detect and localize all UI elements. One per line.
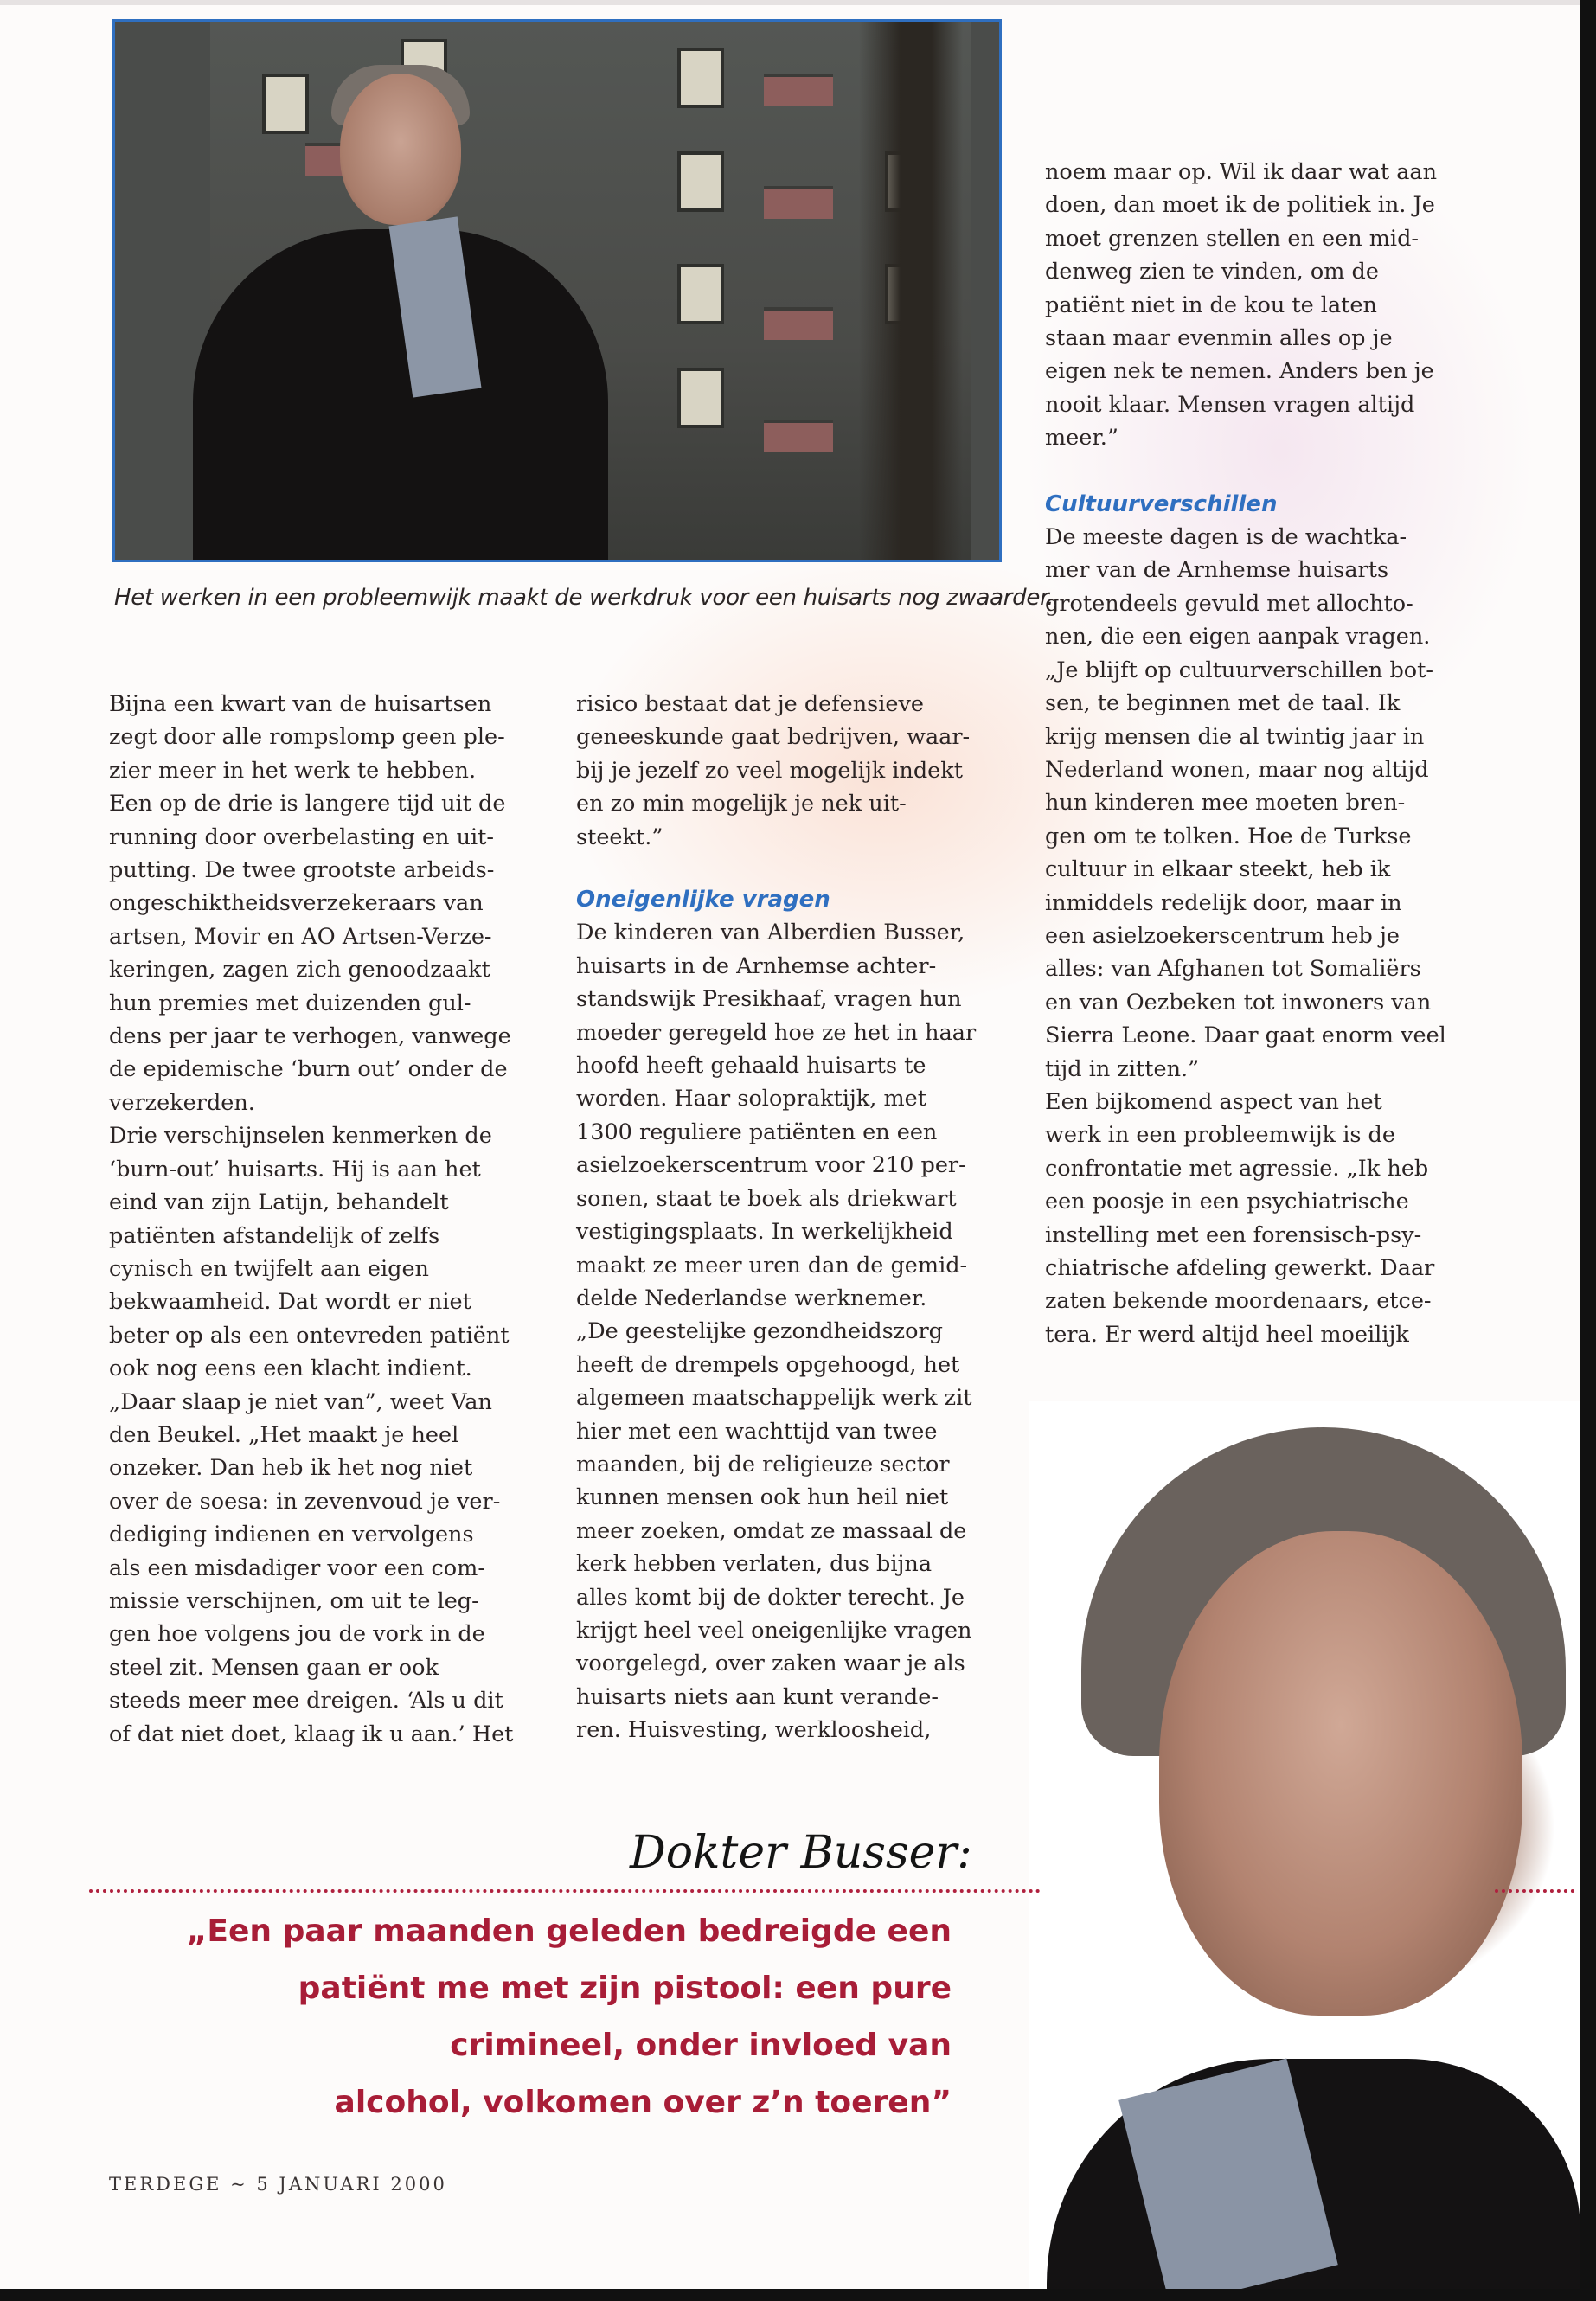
pull-quote-name: Dokter Busser: [630,1827,972,1879]
text-line: huisarts niets aan kunt verande- [576,1683,939,1710]
text-line: kunnen mensen ook hun heil niet [576,1484,949,1511]
text-line: worden. Haar solopraktijk, met [576,1086,926,1112]
balcony [764,420,833,452]
text-line: gen om te tolken. Hoe de Turkse [1045,823,1412,849]
balcony [764,186,833,219]
text-line: huisarts in de Arnhemse achter- [576,952,937,979]
text-line: algemeen maatschappelijk werk zit [576,1385,972,1412]
text-line: verzekerden. [109,1089,255,1116]
text-line: Een bijkomend aspect van het [1045,1088,1382,1115]
text-line: steel zit. Mensen gaan er ook [109,1654,439,1681]
tree-trunk [859,22,963,560]
text-line: den Beukel. „Het maakt je heel [109,1421,459,1448]
subheading-oneigenlijke-vragen: Oneigenlijke vragen [576,887,830,913]
text-line: zegt door alle rompslomp geen ple- [109,724,505,751]
text-line: meer zoeken, omdat ze massaal de [576,1517,967,1544]
text-line: tera. Er werd altijd heel moeilijk [1045,1321,1409,1348]
pull-quote-line: crimineel, onder invloed van [450,2028,952,2063]
scan-edge-top [0,0,1596,5]
text-line: nooit klaar. Mensen vragen altijd [1045,391,1415,418]
text-line: ongeschiktheidsverzekeraars van [109,890,484,917]
text-line: krijgt heel veel oneigenlijke vragen [576,1617,972,1644]
photo-caption: Het werken in een probleemwijk maakt de werkdruk voor een huisarts nog zwaarder. [114,585,1054,611]
text-line: hoofd heeft gehaald huisarts te [576,1053,926,1080]
text-line: missie verschijnen, om uit te leg- [109,1587,479,1614]
text-line: De kinderen van Alberdien Busser, [576,920,965,946]
text-line: staan maar evenmin alles op je [1045,325,1393,352]
text-line: cultuur in elkaar steekt, heb ik [1045,856,1391,883]
text-line: steekt.” [576,824,663,850]
text-line: artsen, Movir en AO Artsen-Verze- [109,923,492,950]
text-line: running door overbelasting en uit- [109,824,495,850]
window [677,368,724,428]
text-line: werk in een probleemwijk is de [1045,1122,1395,1149]
text-line: ren. Huisvesting, werkloosheid, [576,1717,932,1744]
pull-quote-line: „Een paar maanden geleden bedreigde een [186,1913,952,1949]
text-line: en zo min mogelijk je nek uit- [576,791,907,817]
text-line: gen hoe volgens jou de vork in de [109,1621,485,1648]
text-line: hun premies met duizenden gul- [109,990,471,1016]
text-line: delde Nederlandse werknemer. [576,1285,927,1311]
text-line: Een op de drie is langere tijd uit de [109,791,506,817]
column-3-body [1045,521,1495,1351]
text-line: als een misdadiger voor een com- [109,1554,485,1581]
text-line: geneeskunde gaat bedrijven, waar- [576,724,971,751]
text-line: standswijk Presikhaaf, vragen hun [576,986,962,1013]
page-footer: TERDEGE ~ 5 JANUARI 2000 [109,2174,447,2195]
text-line: een asielzoekerscentrum heb je [1045,922,1400,949]
text-line: over de soesa: in zevenvoud je ver- [109,1488,501,1515]
text-line: steeds meer mee dreigen. ‘Als u dit [109,1688,503,1715]
text-line: „De geestelijke gezondheidszorg [576,1318,943,1345]
text-line: doen, dan moet ik de politiek in. Je [1045,192,1435,219]
dotted-rule [1495,1889,1574,1893]
scan-edge-right [1580,0,1596,2301]
balcony [764,74,833,106]
text-line: zaten bekende moordenaars, etce- [1045,1288,1432,1315]
text-line: „Daar slaap je niet van”, weet Van [109,1388,492,1415]
text-line: Nederland wonen, maar nog altijd [1045,756,1429,783]
text-line: zier meer in het werk te hebben. [109,757,477,784]
text-line: een poosje in een psychiatrische [1045,1189,1409,1215]
text-line: maanden, bij de religieuze sector [576,1451,950,1477]
text-line: alles komt bij de dokter terecht. Je [576,1584,965,1611]
text-line: putting. De twee grootste arbeids- [109,857,495,884]
column-3-intro [1045,156,1495,455]
window [677,264,724,324]
text-line: beter op als een ontevreden patiënt [109,1322,510,1349]
text-line: eind van zijn Latijn, behandelt [109,1189,449,1216]
column-3 [1045,156,1495,1351]
text-line: alles: van Afghanen tot Somaliërs [1045,956,1421,983]
text-line: Bijna een kwart van de huisartsen [109,691,492,717]
text-line: krijg mensen die al twintig jaar in [1045,723,1425,750]
column-2 [576,688,1009,1747]
text-line: Sierra Leone. Daar gaat enorm veel [1045,1022,1446,1049]
text-line: of dat niet doet, klaag ik u aan.’ Het [109,1721,514,1747]
text-line: „Je blijft op cultuurverschillen bot- [1045,657,1433,683]
text-line: asielzoekerscentrum voor 210 per- [576,1152,966,1179]
top-photo [112,19,1002,562]
woman-portrait [193,56,608,562]
text-line: keringen, zagen zich genoodzaakt [109,957,490,984]
text-line: noem maar op. Wil ik daar wat aan [1045,159,1438,185]
text-line: onzeker. Dan heb ik het nog niet [109,1455,473,1482]
text-line: confrontatie met agressie. „Ik heb [1045,1155,1429,1182]
text-line: De meeste dagen is de wachtka- [1045,524,1407,551]
balcony [764,307,833,340]
bottom-portrait-photo [1029,1401,1580,2289]
face [1159,1531,1522,2016]
text-line: risico bestaat dat je defensieve [576,691,925,717]
text-line: Drie verschijnselen kenmerken de [109,1123,492,1150]
text-line: 1300 reguliere patiënten en een [576,1118,938,1145]
text-line: inmiddels redelijk door, maar in [1045,889,1402,916]
window [677,48,724,108]
column-2-intro [576,688,1009,854]
dotted-rule [89,1889,1041,1893]
text-line: nen, die een eigen aanpak vragen. [1045,624,1431,651]
text-line: tijd in zitten.” [1045,1055,1200,1082]
text-line: bij je jezelf zo veel mogelijk indekt [576,757,963,784]
subheading-cultuurverschillen: Cultuurverschillen [1045,490,1278,517]
column-2-body [576,916,1009,1747]
scan-edge-bottom [0,2289,1596,2301]
text-line: cynisch en twijfelt aan eigen [109,1255,429,1282]
text-line: eigen nek te nemen. Anders ben je [1045,358,1434,385]
text-line: moeder geregeld hoe ze het in haar [576,1019,977,1046]
face [340,74,461,225]
text-line: vestigingsplaats. In werkelijkheid [576,1219,953,1246]
text-line: sonen, staat te boek als driekwart [576,1185,957,1212]
text-line: patiënt niet in de kou te laten [1045,292,1377,318]
pull-quote-line: patiënt me met zijn pistool: een pure [298,1971,952,2006]
text-line: grotendeels gevuld met allochto- [1045,590,1413,617]
column-1 [109,688,559,1751]
text-line: mer van de Arnhemse huisarts [1045,557,1389,584]
text-line: patiënten afstandelijk of zelfs [109,1222,440,1249]
text-line: chiatrische afdeling gewerkt. Daar [1045,1255,1435,1281]
text-line: en van Oezbeken tot inwoners van [1045,989,1432,1016]
text-line: maakt ze meer uren dan de gemid- [576,1252,968,1279]
text-line: instelling met een forensisch-psy- [1045,1221,1422,1248]
text-line: ‘burn-out’ huisarts. Hij is aan het [109,1156,481,1183]
text-line: ook nog eens een klacht indient. [109,1356,472,1382]
text-line: sen, te beginnen met de taal. Ik [1045,690,1401,717]
text-line: voorgelegd, over zaken waar je als [576,1650,965,1677]
pull-quote [138,1903,952,2131]
pull-quote-line: alcohol, volkomen over z’n toeren” [334,2085,952,2120]
text-line: meer.” [1045,425,1118,452]
text-line: dediging indienen en vervolgens [109,1522,474,1548]
text-line: denweg zien te vinden, om de [1045,259,1379,285]
text-line: dens per jaar te verhogen, vanwege [109,1023,511,1050]
text-line: bekwaamheid. Dat wordt er niet [109,1289,471,1316]
text-line: kerk hebben verlaten, dus bijna [576,1551,933,1578]
text-line: hun kinderen mee moeten bren- [1045,790,1406,817]
window [677,151,724,212]
text-line: heeft de drempels opgehoogd, het [576,1351,960,1378]
text-line: moet grenzen stellen en een mid- [1045,225,1420,252]
text-line: de epidemische ‘burn out’ onder de [109,1056,508,1083]
text-line: hier met een wachttijd van twee [576,1418,938,1445]
